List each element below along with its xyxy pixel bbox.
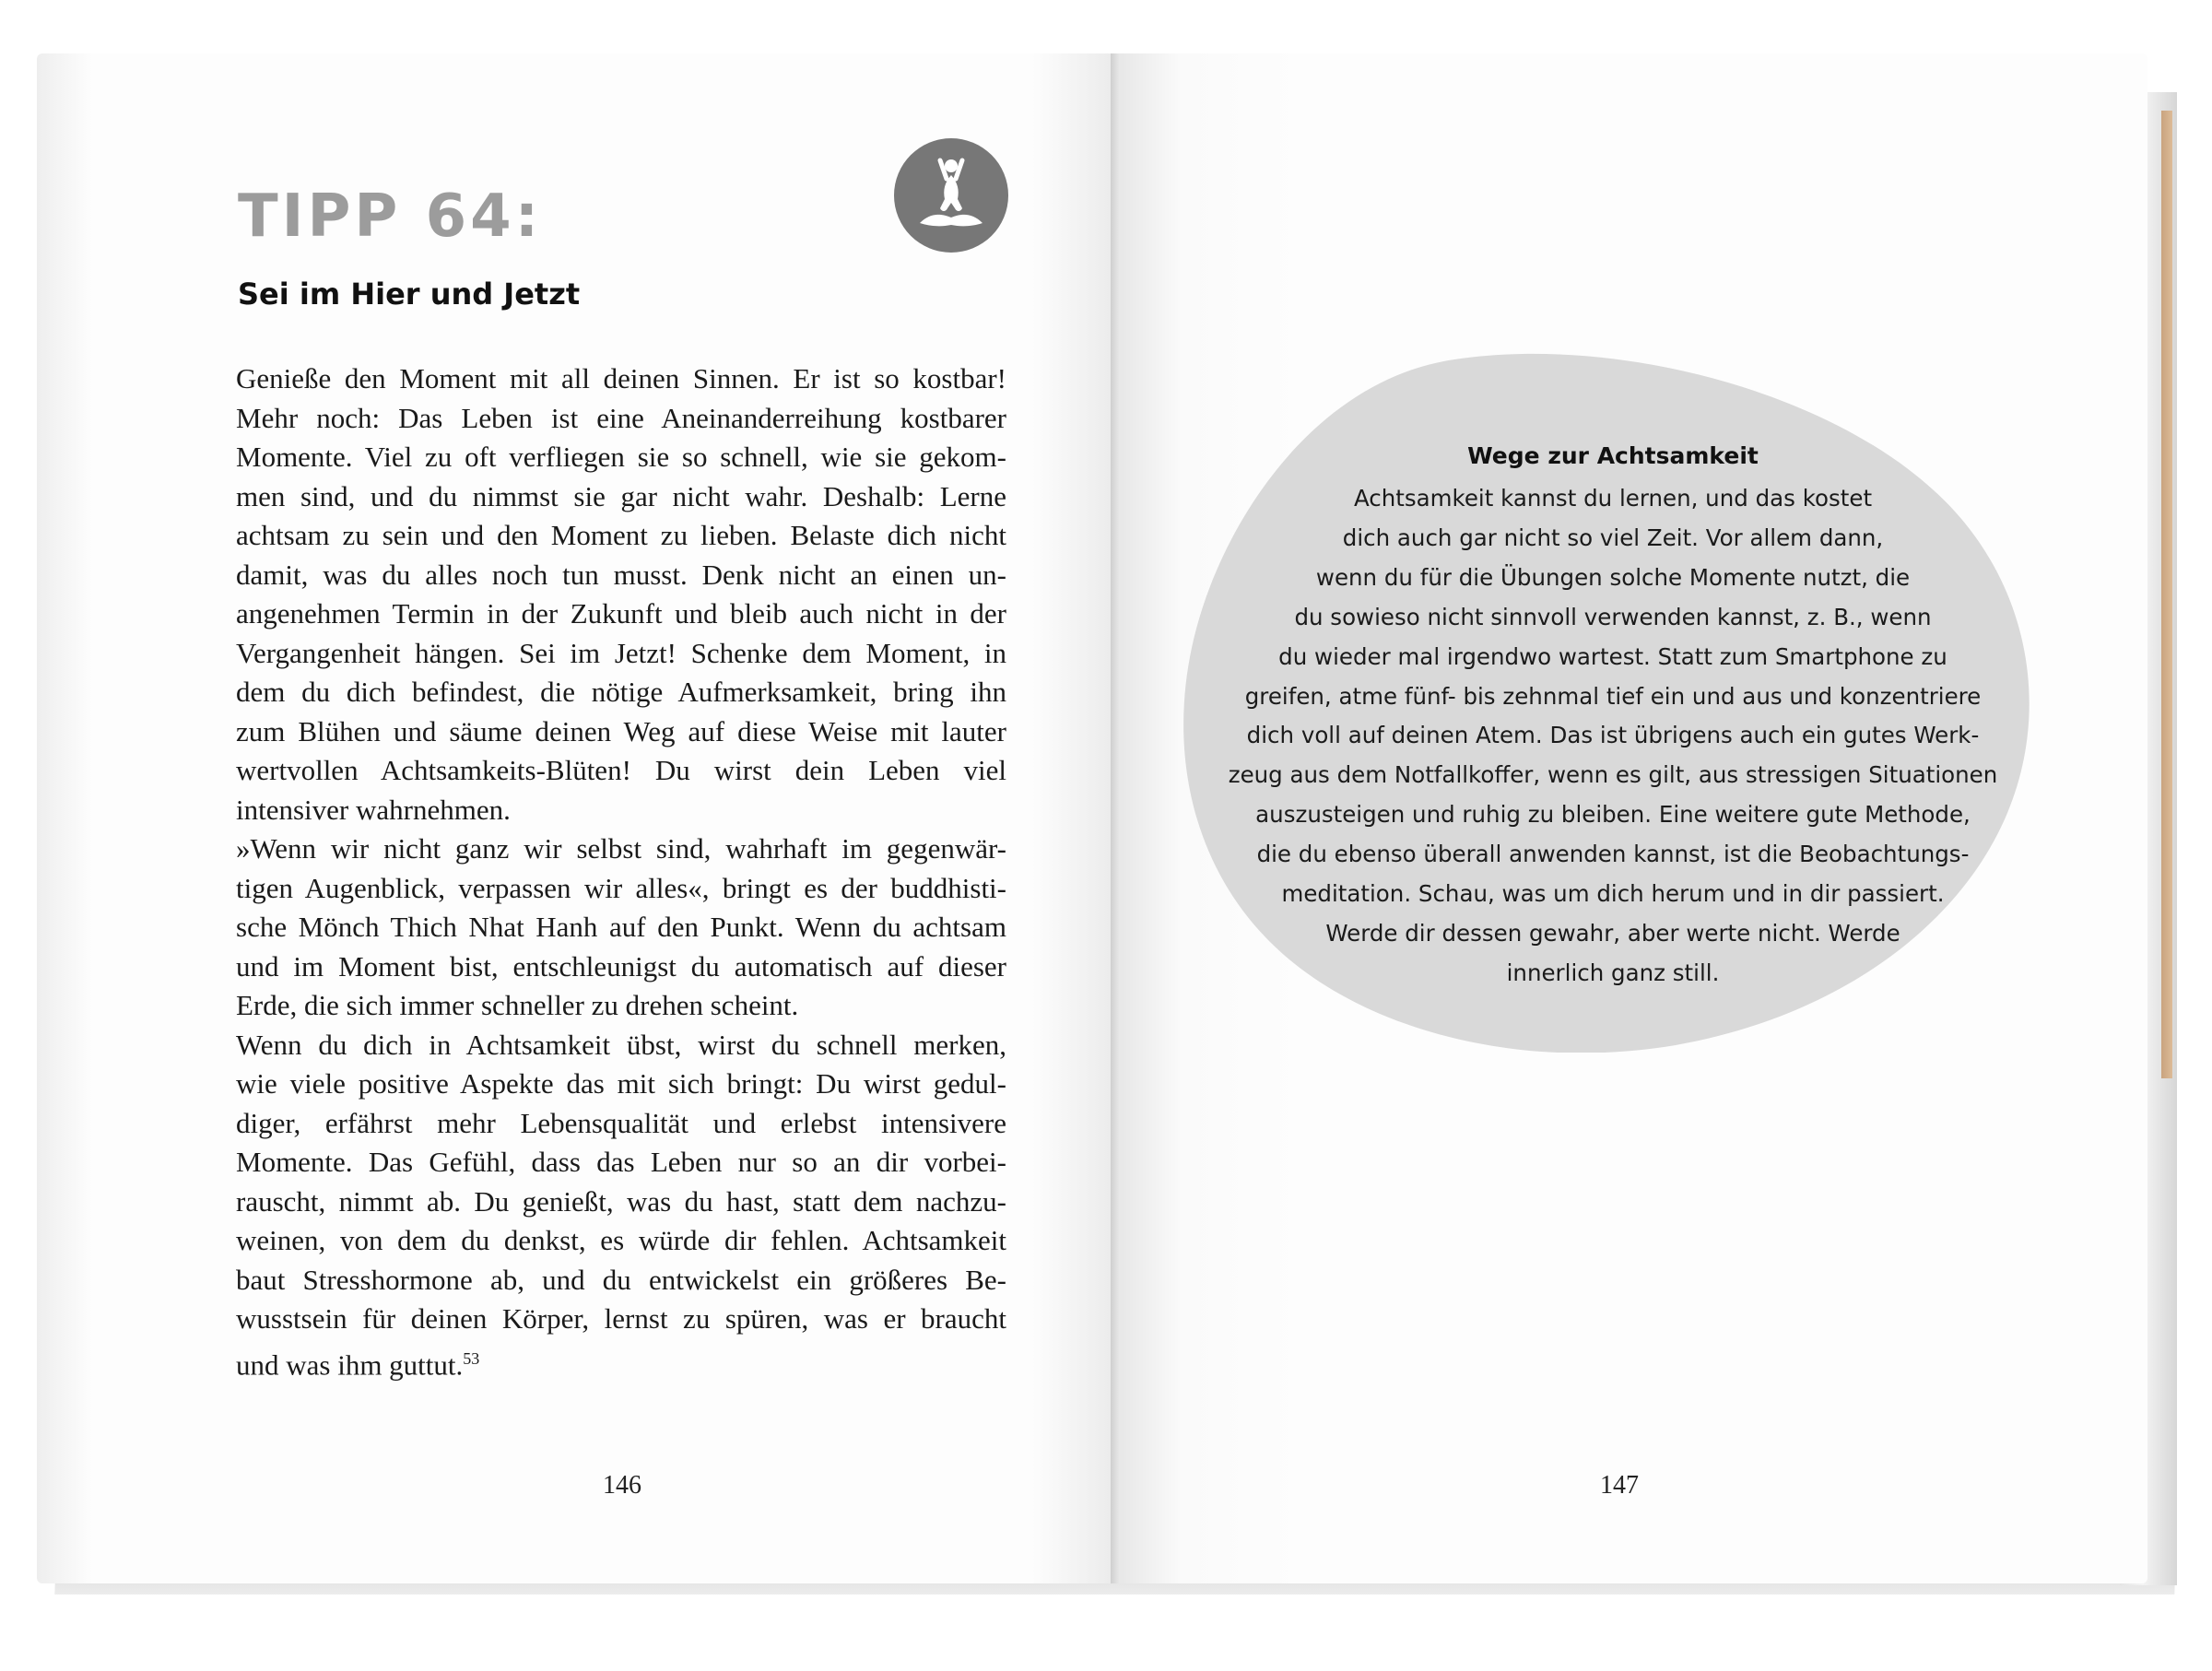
body-line: und was ihm guttut.$^{53}$ [236, 1347, 480, 1381]
body-line: Erde, die sich immer schneller zu drehen scheint. [236, 989, 799, 1021]
body-line: Mehr noch: Das Leben ist eine Aneinanderreihung kostbarer [236, 401, 1006, 434]
info-box-line: die du ebenso überall anwenden kannst, ist die Beobachtungs- [1256, 841, 1970, 868]
body-line: damit, was du alles noch tun musst. Denk nicht an einen un- [236, 558, 1006, 591]
body-line: Genieße den Moment mit all deinen Sinnen. Er ist so kostbar! [236, 362, 1006, 394]
body-line: Momente. Viel zu oft verfliegen sie so schnell, wie sie gekom- [236, 441, 1006, 473]
body-line: und im Moment bist, entschleunigst du automatisch auf dieser [236, 949, 1006, 983]
body-line: »Wenn wir nicht ganz wir selbst sind, wahrhaft im gegenwär- [236, 832, 1006, 865]
info-box-line: innerlich ganz still. [1506, 959, 1720, 986]
body-line: zum Blühen und säume deinen Weg auf diese Weise mit lauter [236, 714, 1006, 747]
tipp-subtitle: Sei im Hier und Jetzt [238, 277, 581, 312]
book-gutter [1111, 53, 1120, 1583]
body-line: sche Mönch Thich Nhat Hanh auf den Punkt. Wenn du achtsam [236, 911, 1006, 943]
info-box-line: zeug aus dem Notfallkoffer, wenn es gilt, aus stressigen Situationen [1228, 761, 1998, 789]
page-number-right: 147 [1600, 1471, 1639, 1500]
info-box-line: dich voll auf deinen Atem. Das ist übrigens auch ein gutes Werk- [1246, 722, 1980, 749]
main-body-text [236, 359, 1006, 1384]
body-line: dem du dich befindest, die nötige Aufmerksamkeit, bring ihn [236, 676, 1006, 708]
info-box-line: dich auch gar nicht so viel Zeit. Vor allem dann, [1342, 524, 1884, 551]
body-line: rauscht, nimmt ab. Du genießt, was du hast, statt dem nachzu- [236, 1184, 1006, 1218]
body-line: tigen Augenblick, verpassen wir alles«, bringt es der buddhisti- [236, 871, 1006, 904]
body-line: Vergangenheit hängen. Sei im Jetzt! Schenke dem Moment, in [236, 636, 1006, 669]
body-line: wusstsein für deinen Körper, lernst zu spüren, was er braucht [236, 1302, 1006, 1335]
info-box-line: auszusteigen und ruhig zu bleiben. Eine weitere gute Methode, [1255, 801, 1971, 829]
body-line: Momente. Das Gefühl, dass das Leben nur so an dir vorbei- [236, 1146, 1006, 1178]
body-line: intensiver wahrnehmen. [236, 793, 511, 826]
info-box-line: Achtsamkeit kannst du lernen, und das kostet [1353, 485, 1873, 512]
body-line: Wenn du dich in Achtsamkeit übst, wirst du schnell merken, [236, 1028, 1006, 1061]
footnote-mark: 53 [463, 1348, 480, 1368]
tipp-title: TIPP 64: [238, 182, 543, 251]
info-box-line: greifen, atme fünf- bis zehnmal tief ein und aus und konzentriere [1244, 682, 1982, 710]
body-line: wie viele positive Aspekte das mit sich bringt: Du wirst gedul- [236, 1067, 1006, 1100]
body-line: achtsam zu sein und den Moment zu lieben. Belaste dich nicht [236, 519, 1006, 551]
body-line: angenehmen Termin in der Zukunft und bleib auch nicht in der [236, 597, 1006, 630]
page-number-left: 146 [603, 1471, 641, 1500]
info-box-line: wenn du für die Übungen solche Momente nutzt, die [1315, 563, 1911, 591]
body-line: wertvollen Achtsamkeits-Blüten! Du wirst dein Leben viel [236, 754, 1006, 786]
info-box-line: Werde dir dessen gewahr, aber werte nicht. Werde [1325, 919, 1900, 947]
info-box-title: Wege zur Achtsamkeit [1467, 442, 1759, 469]
info-box-line: meditation. Schau, was um dich herum und in dir passiert. [1281, 880, 1945, 908]
body-line: diger, erfährst mehr Lebensqualität und erlebst intensivere [236, 1106, 1006, 1139]
cover-edge [2161, 111, 2172, 1078]
body-line: weinen, von dem du denkst, es würde dir fehlen. Achtsamkeit [236, 1224, 1006, 1256]
info-box-text [1198, 479, 2028, 994]
meditation-icon [894, 138, 1008, 253]
body-line: baut Stresshormone ab, und du entwickelst ein größeres Be- [236, 1263, 1006, 1296]
body-line: men sind, und du nimmst sie gar nicht wahr. Deshalb: Lerne [236, 479, 1006, 512]
info-box-line: du sowieso nicht sinnvoll verwenden kannst, z. B., wenn [1294, 603, 1932, 630]
info-box-line: du wieder mal irgendwo wartest. Statt zum Smartphone zu [1278, 642, 1947, 670]
